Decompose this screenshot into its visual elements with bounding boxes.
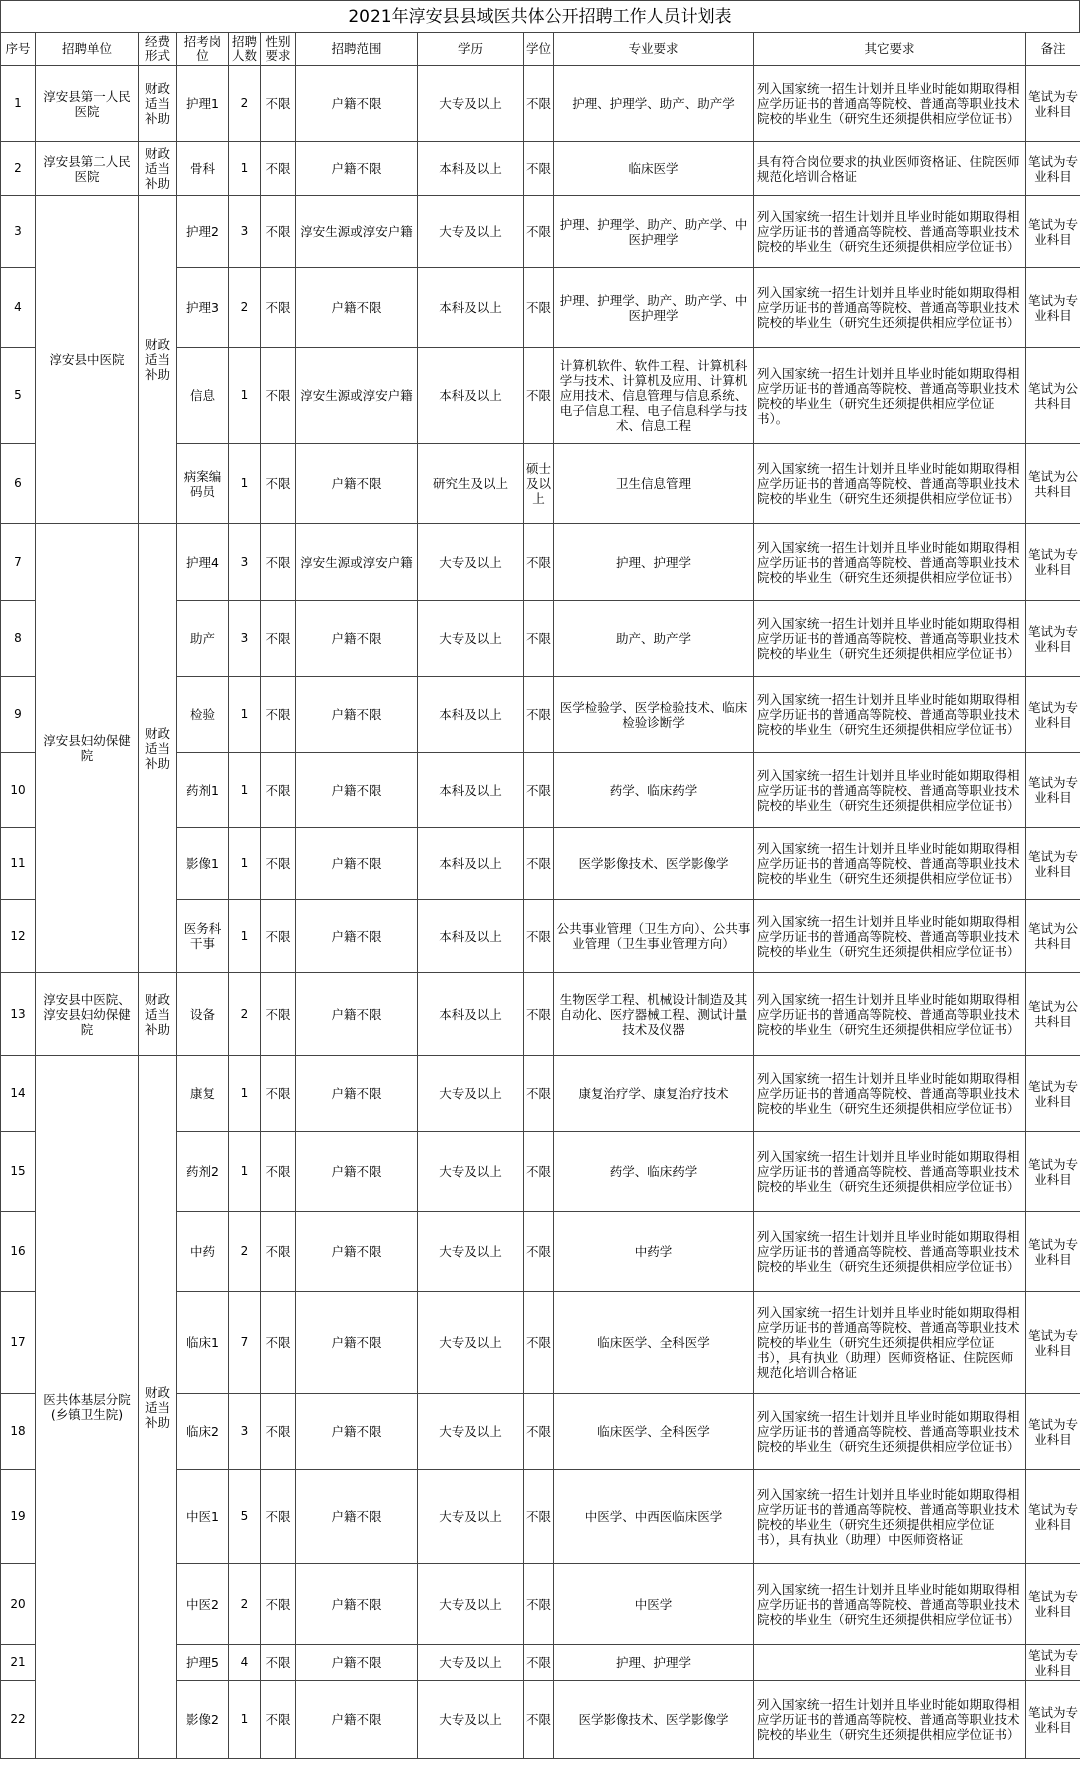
count-cell: 1 <box>229 828 261 900</box>
degree-cell: 不限 <box>524 1212 554 1292</box>
table-row <box>1 973 1080 1056</box>
education-cell: 大专及以上 <box>418 196 524 268</box>
major-cell: 中医学 <box>554 1564 754 1645</box>
post-cell: 护理5 <box>177 1645 229 1681</box>
degree-cell: 不限 <box>524 677 554 753</box>
count-cell: 4 <box>229 1645 261 1681</box>
unit-cell: 淳安县中医院、淳安县妇幼保健院 <box>36 973 139 1056</box>
header-cell: 招考岗位 <box>177 33 229 66</box>
scope-cell: 户籍不限 <box>296 828 418 900</box>
degree-cell: 不限 <box>524 268 554 348</box>
scope-cell: 户籍不限 <box>296 1645 418 1681</box>
degree-cell: 不限 <box>524 1470 554 1564</box>
funding-cell: 财政适当补助 <box>139 66 177 142</box>
funding-cell: 财政适当补助 <box>139 142 177 196</box>
post-cell: 信息 <box>177 348 229 444</box>
note-cell: 笔试为专业科目 <box>1026 1292 1080 1394</box>
scope-cell: 户籍不限 <box>296 1132 418 1212</box>
count-cell: 1 <box>229 753 261 828</box>
row-number: 16 <box>1 1212 36 1292</box>
major-cell: 护理、护理学、助产、助产学、中医护理学 <box>554 268 754 348</box>
education-cell: 大专及以上 <box>418 601 524 677</box>
row-number: 9 <box>1 677 36 753</box>
degree-cell: 不限 <box>524 900 554 973</box>
note-cell: 笔试为公共科目 <box>1026 973 1080 1056</box>
gender-cell: 不限 <box>261 1564 296 1645</box>
gender-cell: 不限 <box>261 348 296 444</box>
scope-cell: 户籍不限 <box>296 142 418 196</box>
major-cell: 医学影像技术、医学影像学 <box>554 1681 754 1759</box>
education-cell: 大专及以上 <box>418 1056 524 1132</box>
gender-cell: 不限 <box>261 828 296 900</box>
unit-cell: 淳安县第一人民医院 <box>36 66 139 142</box>
scope-cell: 淳安生源或淳安户籍 <box>296 196 418 268</box>
count-cell: 2 <box>229 268 261 348</box>
education-cell: 大专及以上 <box>418 1681 524 1759</box>
gender-cell: 不限 <box>261 973 296 1056</box>
other-requirements-cell: 列入国家统一招生计划并且毕业时能如期取得相应学历证书的普通高等院校、普通高等职业技术院校的毕业生（研究生还须提供相应学位证书） <box>754 1681 1026 1759</box>
scope-cell: 户籍不限 <box>296 1564 418 1645</box>
row-number: 20 <box>1 1564 36 1645</box>
degree-cell: 不限 <box>524 753 554 828</box>
other-requirements-cell: 列入国家统一招生计划并且毕业时能如期取得相应学历证书的普通高等院校、普通高等职业技术院校的毕业生（研究生还须提供相应学位证书），具有执业（助理）中医师资格证 <box>754 1470 1026 1564</box>
major-cell: 临床医学、全科医学 <box>554 1394 754 1470</box>
note-cell: 笔试为专业科目 <box>1026 142 1080 196</box>
count-cell: 1 <box>229 1056 261 1132</box>
post-cell: 中医2 <box>177 1564 229 1645</box>
education-cell: 本科及以上 <box>418 828 524 900</box>
gender-cell: 不限 <box>261 677 296 753</box>
post-cell: 护理2 <box>177 196 229 268</box>
row-number: 18 <box>1 1394 36 1470</box>
count-cell: 5 <box>229 1470 261 1564</box>
header-cell: 序号 <box>1 33 36 66</box>
scope-cell: 淳安生源或淳安户籍 <box>296 348 418 444</box>
gender-cell: 不限 <box>261 524 296 601</box>
degree-cell: 不限 <box>524 1394 554 1470</box>
degree-cell: 不限 <box>524 66 554 142</box>
unit-cell: 淳安县妇幼保健院 <box>36 524 139 973</box>
major-cell: 生物医学工程、机械设计制造及其自动化、医疗器械工程、测试计量技术及仪器 <box>554 973 754 1056</box>
note-cell: 笔试为公共科目 <box>1026 348 1080 444</box>
degree-cell: 不限 <box>524 1132 554 1212</box>
other-requirements-cell: 列入国家统一招生计划并且毕业时能如期取得相应学历证书的普通高等院校、普通高等职业技术院校的毕业生（研究生还须提供相应学位证书）。 <box>754 348 1026 444</box>
scope-cell: 户籍不限 <box>296 268 418 348</box>
row-number: 1 <box>1 66 36 142</box>
education-cell: 大专及以上 <box>418 1292 524 1394</box>
major-cell: 计算机软件、软件工程、计算机科学与技术、计算机及应用、计算机应用技术、信息管理与信息系统、电子信息工程、电子信息科学与技术、信息工程 <box>554 348 754 444</box>
note-cell: 笔试为专业科目 <box>1026 1212 1080 1292</box>
row-number: 5 <box>1 348 36 444</box>
education-cell: 大专及以上 <box>418 1394 524 1470</box>
funding-cell: 财政适当补助 <box>139 973 177 1056</box>
header-cell: 学历 <box>418 33 524 66</box>
degree-cell: 不限 <box>524 1681 554 1759</box>
count-cell: 3 <box>229 601 261 677</box>
post-cell: 护理1 <box>177 66 229 142</box>
scope-cell: 户籍不限 <box>296 973 418 1056</box>
note-cell: 笔试为专业科目 <box>1026 268 1080 348</box>
header-cell: 招聘人数 <box>229 33 261 66</box>
count-cell: 3 <box>229 1394 261 1470</box>
major-cell: 护理、护理学、助产、助产学、中医护理学 <box>554 196 754 268</box>
gender-cell: 不限 <box>261 1645 296 1681</box>
gender-cell: 不限 <box>261 601 296 677</box>
count-cell: 1 <box>229 1681 261 1759</box>
education-cell: 本科及以上 <box>418 900 524 973</box>
note-cell: 笔试为专业科目 <box>1026 601 1080 677</box>
education-cell: 研究生及以上 <box>418 444 524 524</box>
count-cell: 2 <box>229 973 261 1056</box>
unit-cell: 淳安县第二人民医院 <box>36 142 139 196</box>
gender-cell: 不限 <box>261 196 296 268</box>
post-cell: 康复 <box>177 1056 229 1132</box>
count-cell: 7 <box>229 1292 261 1394</box>
note-cell: 笔试为专业科目 <box>1026 753 1080 828</box>
post-cell: 病案编码员 <box>177 444 229 524</box>
other-requirements-cell: 列入国家统一招生计划并且毕业时能如期取得相应学历证书的普通高等院校、普通高等职业技术院校的毕业生（研究生还须提供相应学位证书） <box>754 268 1026 348</box>
other-requirements-cell: 列入国家统一招生计划并且毕业时能如期取得相应学历证书的普通高等院校、普通高等职业技术院校的毕业生（研究生还须提供相应学位证书），具有执业（助理）医师资格证、住院医师规范化培训合格证 <box>754 1292 1026 1394</box>
count-cell: 2 <box>229 1564 261 1645</box>
degree-cell: 硕士及以上 <box>524 444 554 524</box>
post-cell: 检验 <box>177 677 229 753</box>
other-requirements-cell: 列入国家统一招生计划并且毕业时能如期取得相应学历证书的普通高等院校、普通高等职业技术院校的毕业生（研究生还须提供相应学位证书） <box>754 1564 1026 1645</box>
gender-cell: 不限 <box>261 268 296 348</box>
gender-cell: 不限 <box>261 753 296 828</box>
education-cell: 本科及以上 <box>418 753 524 828</box>
degree-cell: 不限 <box>524 601 554 677</box>
gender-cell: 不限 <box>261 1394 296 1470</box>
count-cell: 1 <box>229 444 261 524</box>
note-cell: 笔试为专业科目 <box>1026 1132 1080 1212</box>
note-cell: 笔试为专业科目 <box>1026 1470 1080 1564</box>
gender-cell: 不限 <box>261 1470 296 1564</box>
count-cell: 1 <box>229 348 261 444</box>
major-cell: 药学、临床药学 <box>554 753 754 828</box>
post-cell: 影像1 <box>177 828 229 900</box>
note-cell: 笔试为公共科目 <box>1026 900 1080 973</box>
scope-cell: 户籍不限 <box>296 1292 418 1394</box>
education-cell: 本科及以上 <box>418 973 524 1056</box>
note-cell: 笔试为专业科目 <box>1026 828 1080 900</box>
note-cell: 笔试为专业科目 <box>1026 677 1080 753</box>
education-cell: 大专及以上 <box>418 524 524 601</box>
degree-cell: 不限 <box>524 524 554 601</box>
gender-cell: 不限 <box>261 142 296 196</box>
scope-cell: 户籍不限 <box>296 66 418 142</box>
degree-cell: 不限 <box>524 142 554 196</box>
count-cell: 1 <box>229 677 261 753</box>
scope-cell: 户籍不限 <box>296 677 418 753</box>
degree-cell: 不限 <box>524 1292 554 1394</box>
education-cell: 大专及以上 <box>418 1212 524 1292</box>
row-number: 22 <box>1 1681 36 1759</box>
header-cell: 招聘单位 <box>36 33 139 66</box>
other-requirements-cell: 列入国家统一招生计划并且毕业时能如期取得相应学历证书的普通高等院校、普通高等职业技术院校的毕业生（研究生还须提供相应学位证书） <box>754 677 1026 753</box>
gender-cell: 不限 <box>261 1132 296 1212</box>
note-cell: 笔试为专业科目 <box>1026 1564 1080 1645</box>
header-cell: 其它要求 <box>754 33 1026 66</box>
education-cell: 大专及以上 <box>418 1564 524 1645</box>
header-cell: 专业要求 <box>554 33 754 66</box>
post-cell: 临床2 <box>177 1394 229 1470</box>
row-number: 11 <box>1 828 36 900</box>
note-cell: 笔试为专业科目 <box>1026 1645 1080 1681</box>
row-number: 14 <box>1 1056 36 1132</box>
table-row <box>1 196 1080 268</box>
major-cell: 护理、护理学 <box>554 1645 754 1681</box>
other-requirements-cell: 列入国家统一招生计划并且毕业时能如期取得相应学历证书的普通高等院校、普通高等职业技术院校的毕业生（研究生还须提供相应学位证书） <box>754 828 1026 900</box>
count-cell: 2 <box>229 1212 261 1292</box>
count-cell: 2 <box>229 66 261 142</box>
degree-cell: 不限 <box>524 1564 554 1645</box>
other-requirements-cell: 具有符合岗位要求的执业医师资格证、住院医师规范化培训合格证 <box>754 142 1026 196</box>
major-cell: 医学影像技术、医学影像学 <box>554 828 754 900</box>
table-row <box>1 1056 1080 1132</box>
funding-cell: 财政适当补助 <box>139 196 177 524</box>
note-cell: 笔试为公共科目 <box>1026 444 1080 524</box>
table-row <box>1 524 1080 601</box>
education-cell: 大专及以上 <box>418 1470 524 1564</box>
other-requirements-cell: 列入国家统一招生计划并且毕业时能如期取得相应学历证书的普通高等院校、普通高等职业技术院校的毕业生（研究生还须提供相应学位证书） <box>754 973 1026 1056</box>
other-requirements-cell: 列入国家统一招生计划并且毕业时能如期取得相应学历证书的普通高等院校、普通高等职业技术院校的毕业生（研究生还须提供相应学位证书） <box>754 753 1026 828</box>
row-number: 3 <box>1 196 36 268</box>
major-cell: 医学检验学、医学检验技术、临床检验诊断学 <box>554 677 754 753</box>
scope-cell: 户籍不限 <box>296 1681 418 1759</box>
post-cell: 中医1 <box>177 1470 229 1564</box>
funding-cell: 财政适当补助 <box>139 1056 177 1759</box>
header-cell: 经费形式 <box>139 33 177 66</box>
other-requirements-cell: 列入国家统一招生计划并且毕业时能如期取得相应学历证书的普通高等院校、普通高等职业技术院校的毕业生（研究生还须提供相应学位证书） <box>754 900 1026 973</box>
count-cell: 3 <box>229 196 261 268</box>
scope-cell: 户籍不限 <box>296 900 418 973</box>
post-cell: 临床1 <box>177 1292 229 1394</box>
major-cell: 中药学 <box>554 1212 754 1292</box>
note-cell: 笔试为专业科目 <box>1026 196 1080 268</box>
other-requirements-cell: 列入国家统一招生计划并且毕业时能如期取得相应学历证书的普通高等院校、普通高等职业技术院校的毕业生（研究生还须提供相应学位证书） <box>754 524 1026 601</box>
note-cell: 笔试为专业科目 <box>1026 1394 1080 1470</box>
scope-cell: 户籍不限 <box>296 1056 418 1132</box>
major-cell: 助产、助产学 <box>554 601 754 677</box>
scope-cell: 户籍不限 <box>296 601 418 677</box>
other-requirements-cell: 列入国家统一招生计划并且毕业时能如期取得相应学历证书的普通高等院校、普通高等职业技术院校的毕业生（研究生还须提供相应学位证书） <box>754 196 1026 268</box>
other-requirements-cell: 列入国家统一招生计划并且毕业时能如期取得相应学历证书的普通高等院校、普通高等职业技术院校的毕业生（研究生还须提供相应学位证书） <box>754 601 1026 677</box>
post-cell: 设备 <box>177 973 229 1056</box>
row-number: 15 <box>1 1132 36 1212</box>
unit-cell: 医共体基层分院(乡镇卫生院) <box>36 1056 139 1759</box>
major-cell: 护理、护理学、助产、助产学 <box>554 66 754 142</box>
major-cell: 护理、护理学 <box>554 524 754 601</box>
post-cell: 药剂2 <box>177 1132 229 1212</box>
gender-cell: 不限 <box>261 1681 296 1759</box>
scope-cell: 户籍不限 <box>296 444 418 524</box>
row-number: 10 <box>1 753 36 828</box>
note-cell: 笔试为专业科目 <box>1026 66 1080 142</box>
row-number: 19 <box>1 1470 36 1564</box>
post-cell: 中药 <box>177 1212 229 1292</box>
recruitment-plan-table <box>0 32 1080 1759</box>
header-cell: 性别要求 <box>261 33 296 66</box>
education-cell: 大专及以上 <box>418 66 524 142</box>
count-cell: 1 <box>229 900 261 973</box>
scope-cell: 户籍不限 <box>296 753 418 828</box>
header-cell: 招聘范围 <box>296 33 418 66</box>
education-cell: 本科及以上 <box>418 268 524 348</box>
count-cell: 1 <box>229 1132 261 1212</box>
education-cell: 本科及以上 <box>418 142 524 196</box>
post-cell: 医务科干事 <box>177 900 229 973</box>
major-cell: 康复治疗学、康复治疗技术 <box>554 1056 754 1132</box>
header-row <box>1 33 1080 66</box>
degree-cell: 不限 <box>524 973 554 1056</box>
other-requirements-cell: 列入国家统一招生计划并且毕业时能如期取得相应学历证书的普通高等院校、普通高等职业技术院校的毕业生（研究生还须提供相应学位证书） <box>754 66 1026 142</box>
count-cell: 1 <box>229 142 261 196</box>
education-cell: 本科及以上 <box>418 348 524 444</box>
other-requirements-cell: 列入国家统一招生计划并且毕业时能如期取得相应学历证书的普通高等院校、普通高等职业技术院校的毕业生（研究生还须提供相应学位证书） <box>754 1132 1026 1212</box>
note-cell: 笔试为专业科目 <box>1026 1056 1080 1132</box>
degree-cell: 不限 <box>524 348 554 444</box>
post-cell: 影像2 <box>177 1681 229 1759</box>
major-cell: 临床医学 <box>554 142 754 196</box>
count-cell: 3 <box>229 524 261 601</box>
major-cell: 卫生信息管理 <box>554 444 754 524</box>
major-cell: 中医学、中西医临床医学 <box>554 1470 754 1564</box>
note-cell: 笔试为专业科目 <box>1026 524 1080 601</box>
degree-cell: 不限 <box>524 1645 554 1681</box>
other-requirements-cell: 列入国家统一招生计划并且毕业时能如期取得相应学历证书的普通高等院校、普通高等职业技术院校的毕业生（研究生还须提供相应学位证书） <box>754 1056 1026 1132</box>
degree-cell: 不限 <box>524 828 554 900</box>
scope-cell: 淳安生源或淳安户籍 <box>296 524 418 601</box>
post-cell: 护理3 <box>177 268 229 348</box>
degree-cell: 不限 <box>524 196 554 268</box>
scope-cell: 户籍不限 <box>296 1394 418 1470</box>
note-cell: 笔试为专业科目 <box>1026 1681 1080 1759</box>
major-cell: 公共事业管理（卫生方向）、公共事业管理（卫生事业管理方向） <box>554 900 754 973</box>
other-requirements-cell: 列入国家统一招生计划并且毕业时能如期取得相应学历证书的普通高等院校、普通高等职业技术院校的毕业生（研究生还须提供相应学位证书） <box>754 444 1026 524</box>
unit-cell: 淳安县中医院 <box>36 196 139 524</box>
scope-cell: 户籍不限 <box>296 1470 418 1564</box>
page-title: 2021年淳安县县域医共体公开招聘工作人员计划表 <box>0 0 1080 32</box>
row-number: 4 <box>1 268 36 348</box>
education-cell: 本科及以上 <box>418 677 524 753</box>
gender-cell: 不限 <box>261 1292 296 1394</box>
row-number: 8 <box>1 601 36 677</box>
other-requirements-cell <box>754 1645 1026 1681</box>
post-cell: 药剂1 <box>177 753 229 828</box>
gender-cell: 不限 <box>261 1212 296 1292</box>
table-row <box>1 66 1080 142</box>
gender-cell: 不限 <box>261 66 296 142</box>
header-cell: 学位 <box>524 33 554 66</box>
education-cell: 大专及以上 <box>418 1132 524 1212</box>
row-number: 7 <box>1 524 36 601</box>
other-requirements-cell: 列入国家统一招生计划并且毕业时能如期取得相应学历证书的普通高等院校、普通高等职业技术院校的毕业生（研究生还须提供相应学位证书） <box>754 1212 1026 1292</box>
major-cell: 临床医学、全科医学 <box>554 1292 754 1394</box>
post-cell: 护理4 <box>177 524 229 601</box>
degree-cell: 不限 <box>524 1056 554 1132</box>
major-cell: 药学、临床药学 <box>554 1132 754 1212</box>
scope-cell: 户籍不限 <box>296 1212 418 1292</box>
row-number: 13 <box>1 973 36 1056</box>
row-number: 12 <box>1 900 36 973</box>
post-cell: 助产 <box>177 601 229 677</box>
table-row <box>1 142 1080 196</box>
gender-cell: 不限 <box>261 444 296 524</box>
gender-cell: 不限 <box>261 900 296 973</box>
other-requirements-cell: 列入国家统一招生计划并且毕业时能如期取得相应学历证书的普通高等院校、普通高等职业技术院校的毕业生（研究生还须提供相应学位证书） <box>754 1394 1026 1470</box>
row-number: 17 <box>1 1292 36 1394</box>
gender-cell: 不限 <box>261 1056 296 1132</box>
row-number: 2 <box>1 142 36 196</box>
row-number: 21 <box>1 1645 36 1681</box>
funding-cell: 财政适当补助 <box>139 524 177 973</box>
post-cell: 骨科 <box>177 142 229 196</box>
education-cell: 大专及以上 <box>418 1645 524 1681</box>
row-number: 6 <box>1 444 36 524</box>
header-cell: 备注 <box>1026 33 1080 66</box>
